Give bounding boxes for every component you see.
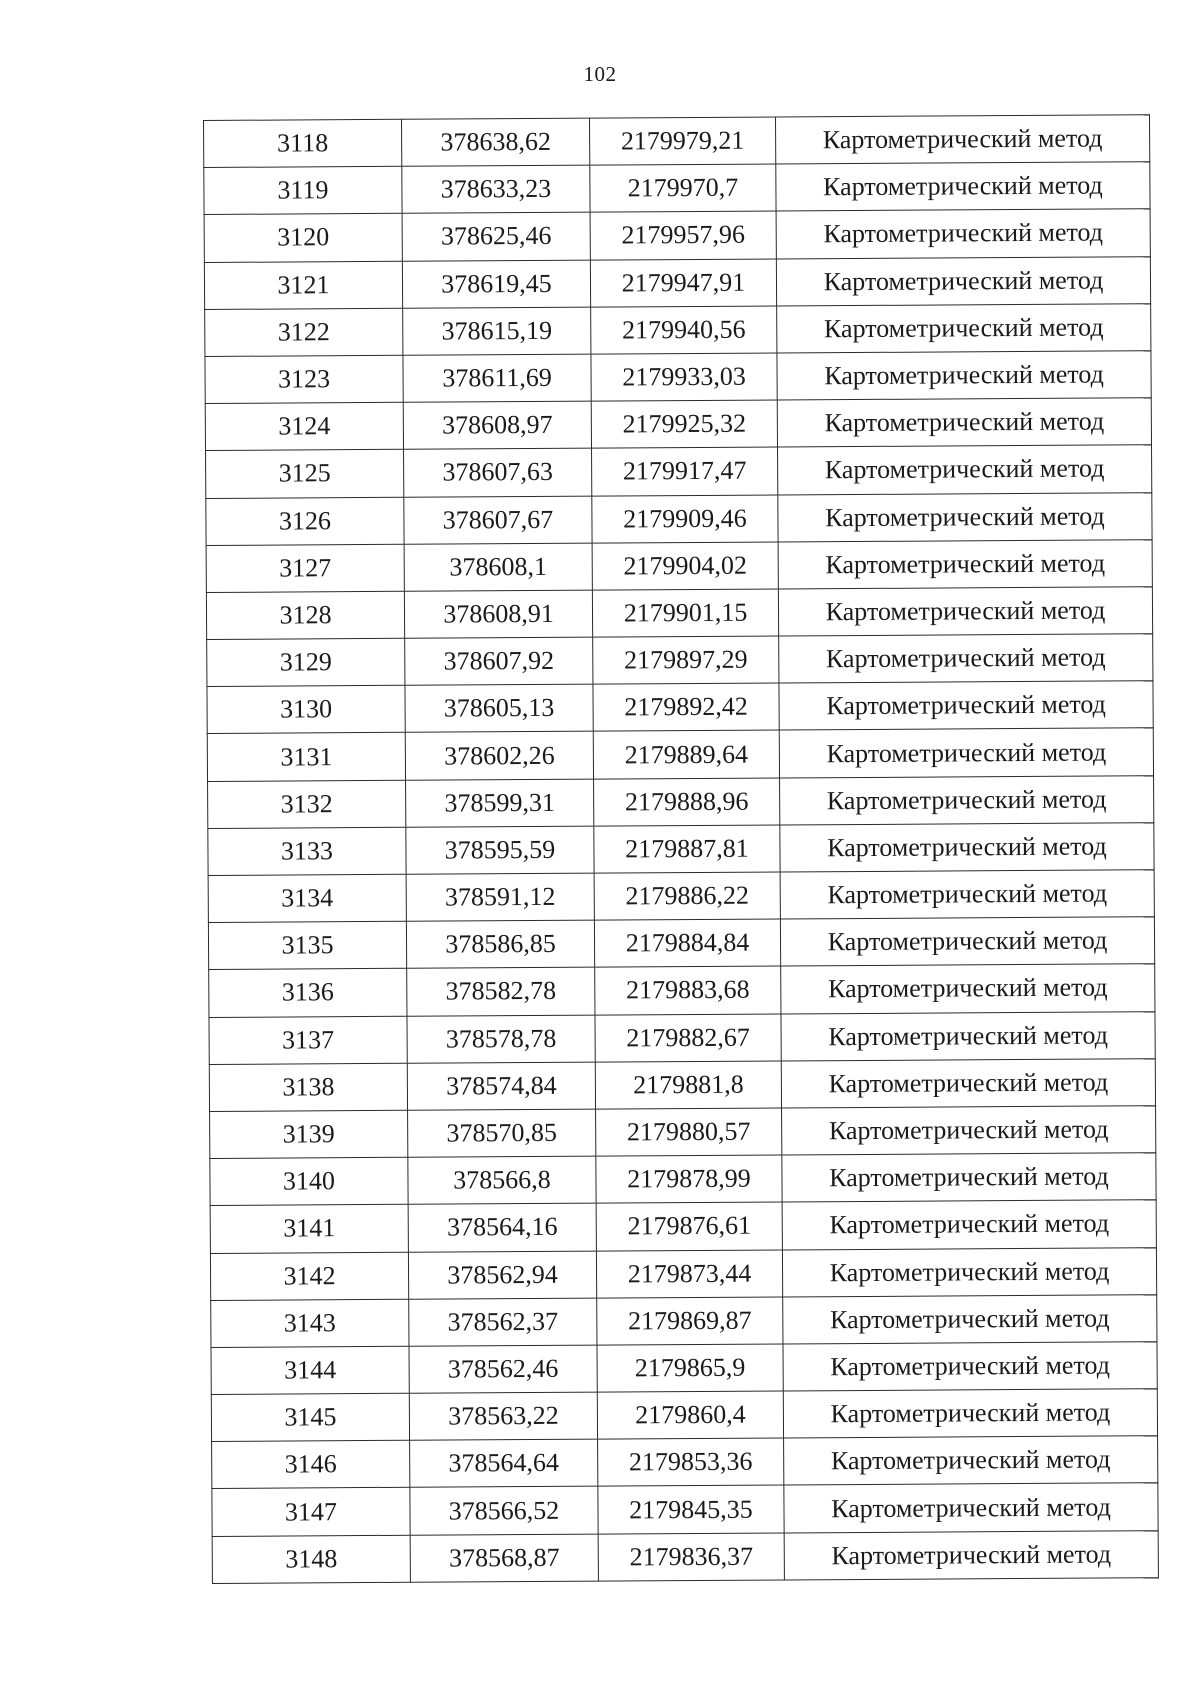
point-number-cell: 3145 bbox=[211, 1393, 409, 1441]
y-coordinate-cell: 2179873,44 bbox=[596, 1249, 782, 1297]
x-coordinate-cell: 378582,78 bbox=[407, 967, 595, 1015]
y-coordinate-cell: 2179880,57 bbox=[596, 1108, 782, 1156]
method-cell: Картометрический метод bbox=[783, 1342, 1157, 1391]
table-row bbox=[210, 1153, 1156, 1206]
table-row bbox=[208, 775, 1154, 828]
x-coordinate-cell: 378608,1 bbox=[404, 543, 592, 591]
table-row bbox=[212, 1483, 1158, 1536]
x-coordinate-cell: 378564,64 bbox=[410, 1439, 598, 1487]
point-number-cell: 3122 bbox=[205, 308, 403, 356]
y-coordinate-cell: 2179957,96 bbox=[590, 211, 776, 259]
page-number: 102 bbox=[583, 62, 617, 86]
y-coordinate-cell: 2179886,22 bbox=[594, 872, 780, 920]
table-row bbox=[209, 964, 1155, 1017]
point-number-cell: 3131 bbox=[207, 733, 405, 781]
y-coordinate-cell: 2179888,96 bbox=[594, 778, 780, 826]
table-row bbox=[204, 115, 1150, 168]
method-cell: Картометрический метод bbox=[779, 634, 1153, 683]
point-number-cell: 3138 bbox=[209, 1063, 407, 1111]
method-cell: Картометрический метод bbox=[779, 728, 1153, 777]
point-number-cell: 3118 bbox=[204, 119, 402, 167]
y-coordinate-cell: 2179892,42 bbox=[593, 683, 779, 731]
point-number-cell: 3133 bbox=[208, 827, 406, 875]
table-row bbox=[206, 539, 1152, 592]
method-cell: Картометрический метод bbox=[784, 1436, 1158, 1485]
method-cell: Картометрический метод bbox=[776, 162, 1150, 211]
table-row bbox=[205, 398, 1151, 451]
x-coordinate-cell: 378605,13 bbox=[405, 684, 593, 732]
point-number-cell: 3134 bbox=[208, 874, 406, 922]
y-coordinate-cell: 2179881,8 bbox=[595, 1061, 781, 1109]
x-coordinate-cell: 378574,84 bbox=[407, 1062, 595, 1110]
method-cell: Картометрический метод bbox=[781, 1011, 1155, 1060]
method-cell: Картометрический метод bbox=[777, 303, 1151, 352]
table-row bbox=[209, 1011, 1155, 1064]
method-cell: Картометрический метод bbox=[782, 1106, 1156, 1155]
method-cell: Картометрический метод bbox=[779, 681, 1153, 730]
y-coordinate-cell: 2179901,15 bbox=[592, 589, 778, 637]
y-coordinate-cell: 2179925,32 bbox=[591, 400, 777, 448]
method-cell: Картометрический метод bbox=[777, 351, 1151, 400]
coordinates-table-body bbox=[204, 115, 1159, 1584]
point-number-cell: 3140 bbox=[210, 1157, 408, 1205]
x-coordinate-cell: 378570,85 bbox=[408, 1109, 596, 1157]
point-number-cell: 3143 bbox=[211, 1299, 409, 1347]
table-row bbox=[211, 1342, 1157, 1395]
point-number-cell: 3127 bbox=[206, 544, 404, 592]
method-cell: Картометрический метод bbox=[784, 1530, 1158, 1579]
point-number-cell: 3136 bbox=[209, 969, 407, 1017]
point-number-cell: 3141 bbox=[210, 1205, 408, 1253]
method-cell: Картометрический метод bbox=[782, 1200, 1156, 1249]
point-number-cell: 3124 bbox=[205, 402, 403, 450]
point-number-cell: 3125 bbox=[206, 450, 404, 498]
y-coordinate-cell: 2179836,37 bbox=[598, 1533, 784, 1581]
x-coordinate-cell: 378625,46 bbox=[402, 213, 590, 261]
point-number-cell: 3126 bbox=[206, 497, 404, 545]
point-number-cell: 3130 bbox=[207, 686, 405, 734]
point-number-cell: 3121 bbox=[204, 261, 402, 309]
x-coordinate-cell: 378607,63 bbox=[404, 448, 592, 496]
table-row bbox=[207, 728, 1153, 781]
table-row bbox=[211, 1294, 1157, 1347]
method-cell: Картометрический метод bbox=[777, 398, 1151, 447]
method-cell: Картометрический метод bbox=[781, 964, 1155, 1013]
y-coordinate-cell: 2179878,99 bbox=[596, 1155, 782, 1203]
x-coordinate-cell: 378608,97 bbox=[403, 401, 591, 449]
y-coordinate-cell: 2179904,02 bbox=[592, 542, 778, 590]
point-number-cell: 3128 bbox=[206, 591, 404, 639]
y-coordinate-cell: 2179876,61 bbox=[596, 1202, 782, 1250]
y-coordinate-cell: 2179970,7 bbox=[590, 164, 776, 212]
x-coordinate-cell: 378566,8 bbox=[408, 1156, 596, 1204]
table-row bbox=[212, 1436, 1158, 1489]
table-row bbox=[206, 587, 1152, 640]
coordinates-table bbox=[203, 114, 1159, 1584]
table-row bbox=[210, 1247, 1156, 1300]
y-coordinate-cell: 2179845,35 bbox=[598, 1485, 784, 1533]
y-coordinate-cell: 2179897,29 bbox=[593, 636, 779, 684]
method-cell: Картометрический метод bbox=[778, 445, 1152, 494]
method-cell: Картометрический метод bbox=[781, 1058, 1155, 1107]
table-row bbox=[206, 445, 1152, 498]
method-cell: Картометрический метод bbox=[776, 209, 1150, 258]
x-coordinate-cell: 378595,59 bbox=[406, 826, 594, 874]
table-row bbox=[204, 162, 1150, 215]
table-row bbox=[209, 1058, 1155, 1111]
method-cell: Картометрический метод bbox=[778, 492, 1152, 541]
method-cell: Картометрический метод bbox=[780, 823, 1154, 872]
method-cell: Картометрический метод bbox=[782, 1247, 1156, 1296]
method-cell: Картометрический метод bbox=[782, 1153, 1156, 1202]
table-row bbox=[207, 634, 1153, 687]
y-coordinate-cell: 2179947,91 bbox=[590, 259, 776, 307]
y-coordinate-cell: 2179853,36 bbox=[598, 1438, 784, 1486]
y-coordinate-cell: 2179882,67 bbox=[595, 1014, 781, 1062]
x-coordinate-cell: 378619,45 bbox=[402, 260, 590, 308]
y-coordinate-cell: 2179887,81 bbox=[594, 825, 780, 873]
point-number-cell: 3139 bbox=[210, 1110, 408, 1158]
table-row bbox=[204, 256, 1150, 309]
point-number-cell: 3144 bbox=[211, 1346, 409, 1394]
x-coordinate-cell: 378599,31 bbox=[406, 779, 594, 827]
table-row bbox=[212, 1530, 1158, 1583]
y-coordinate-cell: 2179979,21 bbox=[589, 117, 775, 165]
method-cell: Картометрический метод bbox=[783, 1389, 1157, 1438]
x-coordinate-cell: 378564,16 bbox=[408, 1203, 596, 1251]
table-row bbox=[211, 1389, 1157, 1442]
method-cell: Картометрический метод bbox=[780, 870, 1154, 919]
table-row bbox=[208, 823, 1154, 876]
x-coordinate-cell: 378562,94 bbox=[408, 1251, 596, 1299]
y-coordinate-cell: 2179933,03 bbox=[591, 353, 777, 401]
method-cell: Картометрический метод bbox=[776, 256, 1150, 305]
x-coordinate-cell: 378578,78 bbox=[407, 1015, 595, 1063]
x-coordinate-cell: 378591,12 bbox=[406, 873, 594, 921]
x-coordinate-cell: 378633,23 bbox=[402, 165, 590, 213]
point-number-cell: 3147 bbox=[212, 1488, 410, 1536]
x-coordinate-cell: 378586,85 bbox=[406, 920, 594, 968]
table-row bbox=[208, 917, 1154, 970]
point-number-cell: 3132 bbox=[208, 780, 406, 828]
y-coordinate-cell: 2179917,47 bbox=[592, 447, 778, 495]
method-cell: Картометрический метод bbox=[780, 775, 1154, 824]
y-coordinate-cell: 2179883,68 bbox=[595, 966, 781, 1014]
x-coordinate-cell: 378607,67 bbox=[404, 496, 592, 544]
x-coordinate-cell: 378563,22 bbox=[409, 1392, 597, 1440]
table-row bbox=[210, 1200, 1156, 1253]
x-coordinate-cell: 378568,87 bbox=[410, 1534, 598, 1582]
table-row bbox=[204, 209, 1150, 262]
x-coordinate-cell: 378608,91 bbox=[404, 590, 592, 638]
x-coordinate-cell: 378615,19 bbox=[403, 307, 591, 355]
table-row bbox=[207, 681, 1153, 734]
point-number-cell: 3135 bbox=[208, 921, 406, 969]
method-cell: Картометрический метод bbox=[784, 1483, 1158, 1532]
x-coordinate-cell: 378602,26 bbox=[405, 732, 593, 780]
table-row bbox=[205, 303, 1151, 356]
x-coordinate-cell: 378566,52 bbox=[410, 1487, 598, 1535]
point-number-cell: 3148 bbox=[212, 1535, 410, 1583]
method-cell: Картометрический метод bbox=[778, 587, 1152, 636]
point-number-cell: 3137 bbox=[209, 1016, 407, 1064]
method-cell: Картометрический метод bbox=[780, 917, 1154, 966]
table-row bbox=[208, 870, 1154, 923]
method-cell: Картометрический метод bbox=[775, 115, 1149, 164]
method-cell: Картометрический метод bbox=[783, 1294, 1157, 1343]
y-coordinate-cell: 2179884,84 bbox=[594, 919, 780, 967]
point-number-cell: 3119 bbox=[204, 166, 402, 214]
table-row bbox=[210, 1106, 1156, 1159]
x-coordinate-cell: 378607,92 bbox=[405, 637, 593, 685]
point-number-cell: 3129 bbox=[207, 638, 405, 686]
point-number-cell: 3142 bbox=[210, 1252, 408, 1300]
point-number-cell: 3146 bbox=[212, 1441, 410, 1489]
y-coordinate-cell: 2179940,56 bbox=[591, 306, 777, 354]
y-coordinate-cell: 2179889,64 bbox=[593, 730, 779, 778]
y-coordinate-cell: 2179909,46 bbox=[592, 494, 778, 542]
table-row bbox=[205, 351, 1151, 404]
x-coordinate-cell: 378611,69 bbox=[403, 354, 591, 402]
y-coordinate-cell: 2179865,9 bbox=[597, 1344, 783, 1392]
point-number-cell: 3120 bbox=[204, 214, 402, 262]
y-coordinate-cell: 2179869,87 bbox=[597, 1297, 783, 1345]
x-coordinate-cell: 378562,46 bbox=[409, 1345, 597, 1393]
method-cell: Картометрический метод bbox=[778, 539, 1152, 588]
point-number-cell: 3123 bbox=[205, 355, 403, 403]
y-coordinate-cell: 2179860,4 bbox=[597, 1391, 783, 1439]
x-coordinate-cell: 378562,37 bbox=[409, 1298, 597, 1346]
x-coordinate-cell: 378638,62 bbox=[401, 118, 589, 166]
table-row bbox=[206, 492, 1152, 545]
